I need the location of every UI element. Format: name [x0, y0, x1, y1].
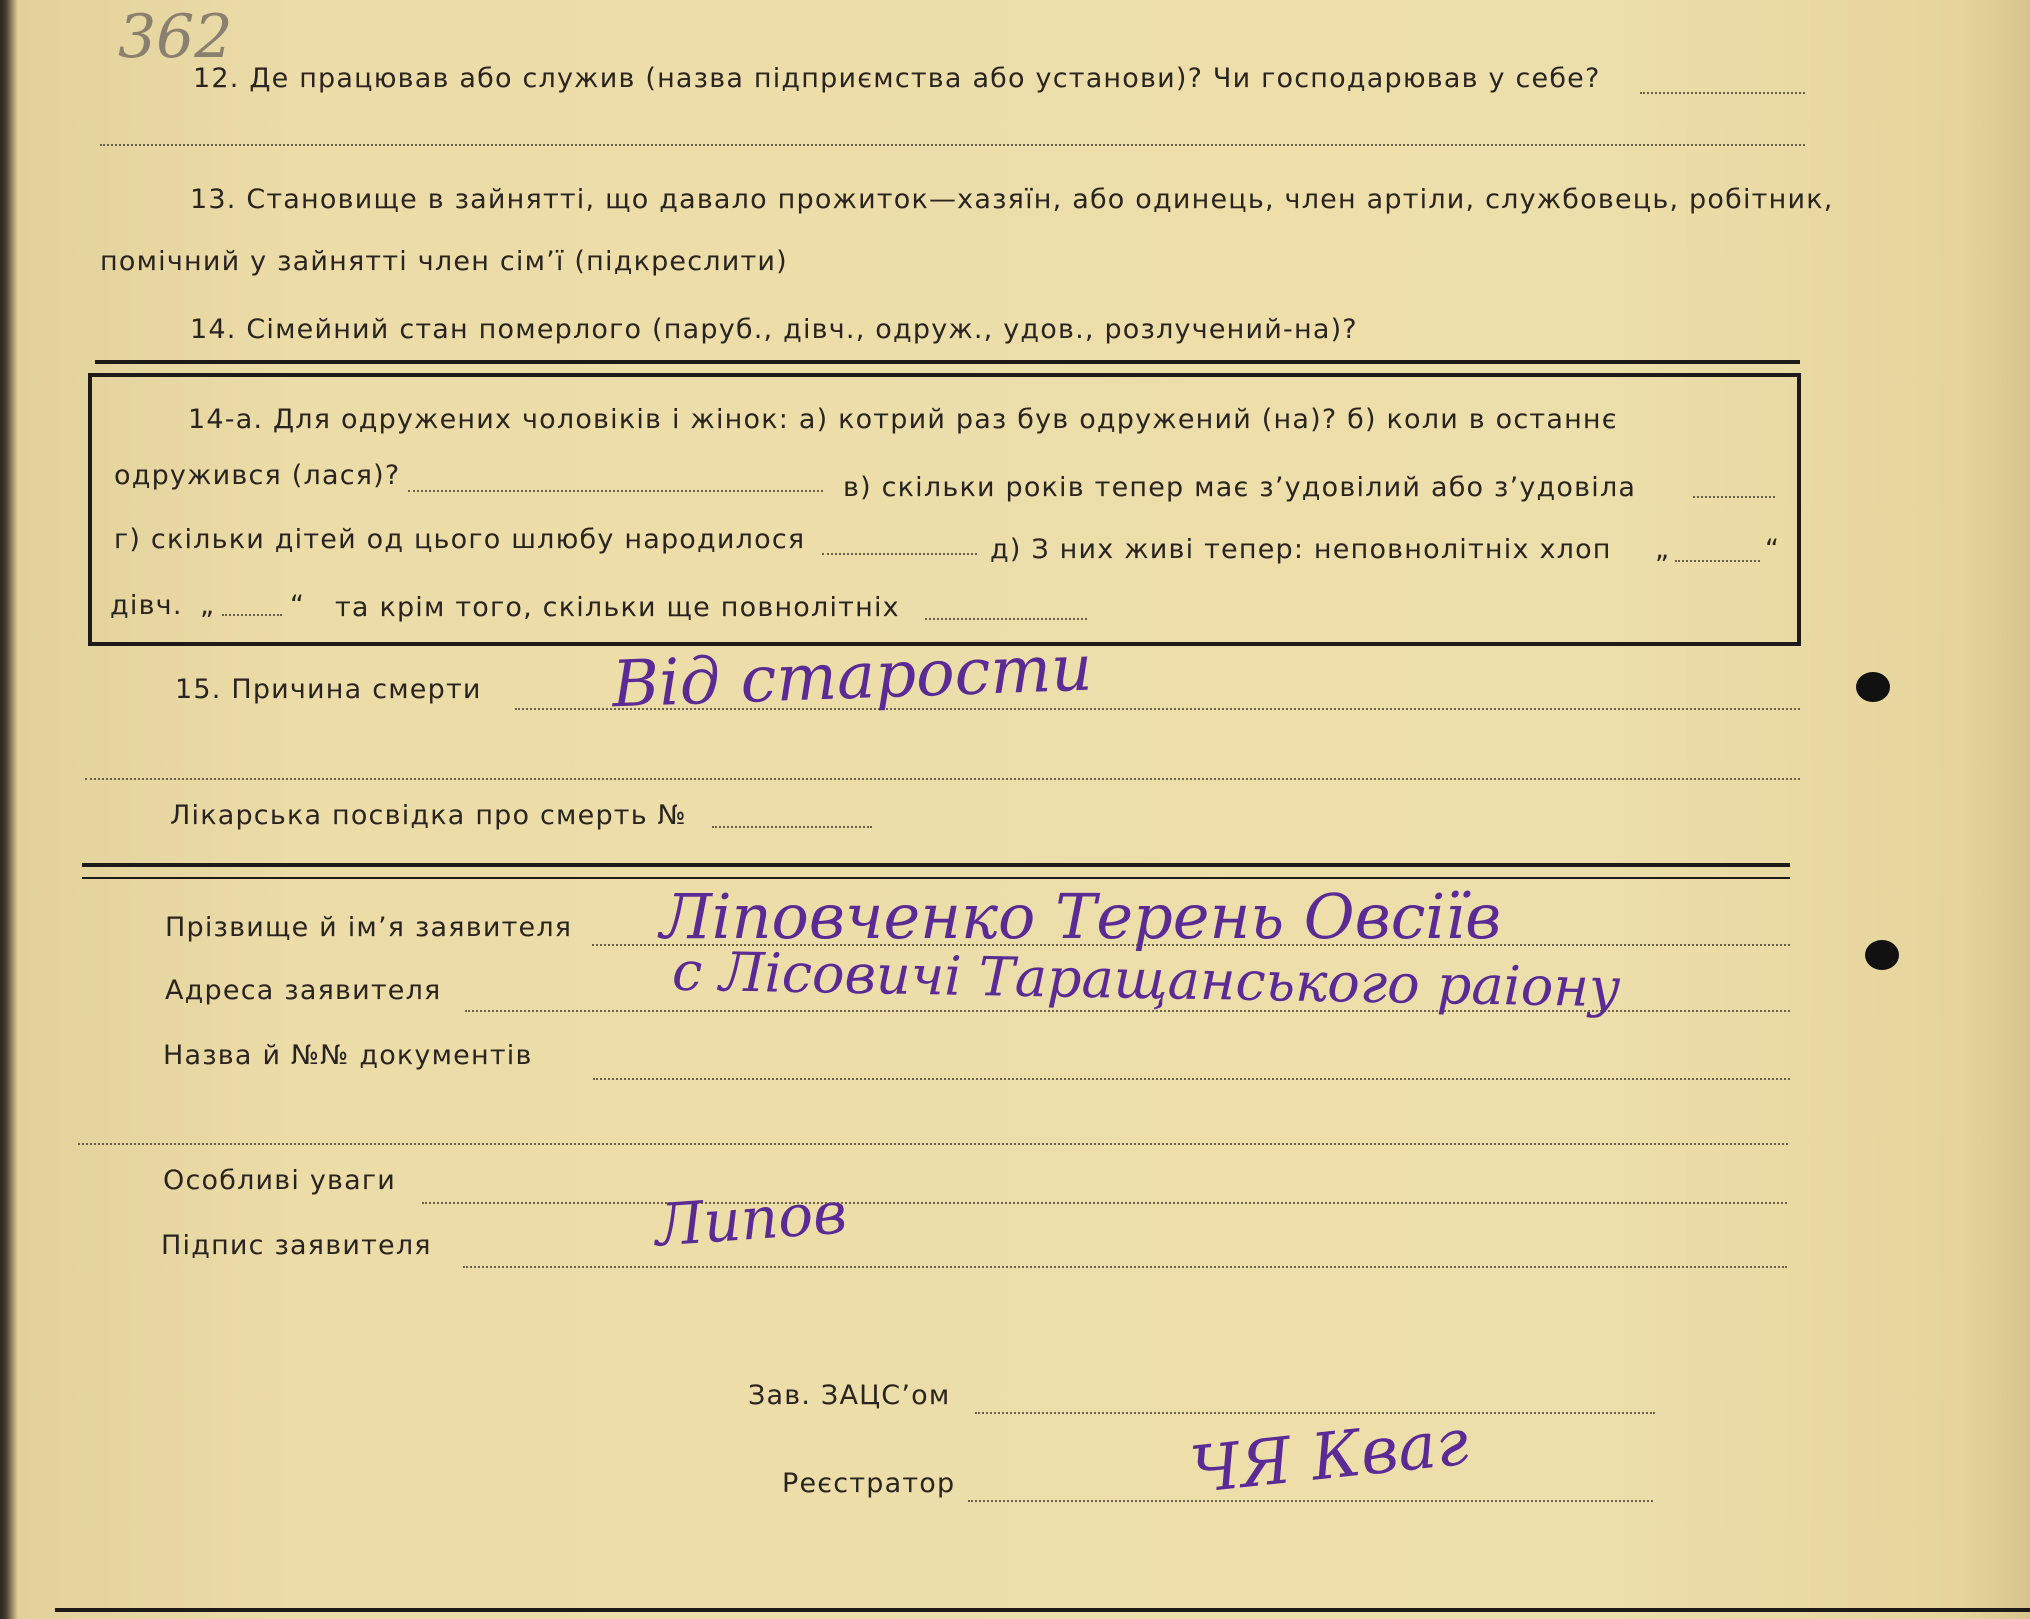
q14a-line3b: д) З них живі тепер: неповнолітніх хлоп [990, 534, 1612, 565]
binder-hole-upper [1856, 672, 1890, 702]
binder-hole-lower [1865, 940, 1899, 970]
registrar-signature-handwritten: ЧЯ Кваг [1186, 1405, 1472, 1509]
applicant-address-label: Адреса заявителя [165, 975, 442, 1006]
applicant-signature-line [463, 1266, 1787, 1268]
applicant-signature-handwritten: Липов [652, 1178, 849, 1260]
q15-answer-line-2 [85, 778, 1800, 780]
q14a-adults-line [925, 618, 1087, 620]
zags-head-line [975, 1412, 1655, 1414]
q14a-widowed-line [1693, 496, 1775, 498]
documents-line [593, 1078, 1790, 1080]
medical-certificate-label: Лікарська посвідка про смерть № [170, 800, 687, 831]
documents-line-2 [78, 1143, 1788, 1145]
q14a-children-line [822, 553, 977, 555]
applicant-signature-label: Підпис заявителя [161, 1230, 432, 1261]
q14a-line2b: в) скільки років тепер має з’удовілий або з’удовіла [843, 472, 1637, 503]
question-12: 12. Де працював або служив (назва підприємства або установи)? Чи господарював у себе? [193, 63, 1601, 94]
q14a-line4-quote-close: “ [290, 590, 306, 621]
q12-answer-line [1640, 92, 1805, 94]
cause-of-death-handwritten: Від старости [610, 631, 1094, 723]
q14a-boys-line [1675, 560, 1760, 562]
q14a-line3a: г) скільки дітей од цього шлюбу народилося [114, 524, 806, 555]
applicant-address-handwritten: с Лісовичі Таращанського раіону [671, 939, 1621, 1020]
documents-label: Назва й №№ документів [163, 1040, 533, 1071]
q14a-line1: 14-а. Для одружених чоловіків і жінок: а) котрий раз був одружений (на)? б) коли в останнє [188, 404, 1618, 435]
q14a-line4b: та крім того, скільки ще повнолітніх [335, 592, 900, 623]
medical-certificate-line [712, 826, 872, 828]
notes-label: Особливі уваги [163, 1165, 397, 1196]
q14a-line4a: дівч. [110, 590, 183, 621]
q14a-quote-close: “ [1765, 534, 1781, 565]
question-13-line1: 13. Становище в зайнятті, що давало прожиток—хазяїн, або одинець, член артіли, службовець, робітник, [190, 184, 1834, 215]
registrar-line [968, 1500, 1653, 1502]
rule-above-box [95, 360, 1800, 364]
question-13-line2: помічний у зайнятті член сім’ї (підкреслити) [100, 246, 788, 277]
applicant-name-label: Прізвище й ім’я заявителя [165, 912, 573, 943]
q14a-line2a: одружився (лася)? [114, 460, 401, 491]
zags-head-label: Зав. ЗАЦС’ом [748, 1380, 951, 1411]
notes-line [422, 1202, 1787, 1204]
archive-mark: 362 [118, 2, 233, 72]
question-14: 14. Сімейний стан померлого (паруб., дівч., одруж., удов., розлучений-на)? [190, 314, 1358, 345]
bottom-rule [55, 1608, 2030, 1612]
applicant-name-handwritten: Ліповченко Терень Овсіїв [660, 880, 1502, 953]
registrar-label: Реєстратор [782, 1468, 956, 1499]
q14a-line4-quote-open: „ [200, 590, 216, 621]
double-rule-top [82, 863, 1790, 867]
q14a-quote-open: „ [1655, 534, 1671, 565]
question-15-label: 15. Причина смерти [175, 674, 482, 705]
q14a-remarried-line [408, 490, 823, 492]
q12-answer-line-2 [100, 144, 1805, 146]
double-rule-bottom [82, 877, 1790, 879]
q14a-girls-line [222, 614, 282, 616]
